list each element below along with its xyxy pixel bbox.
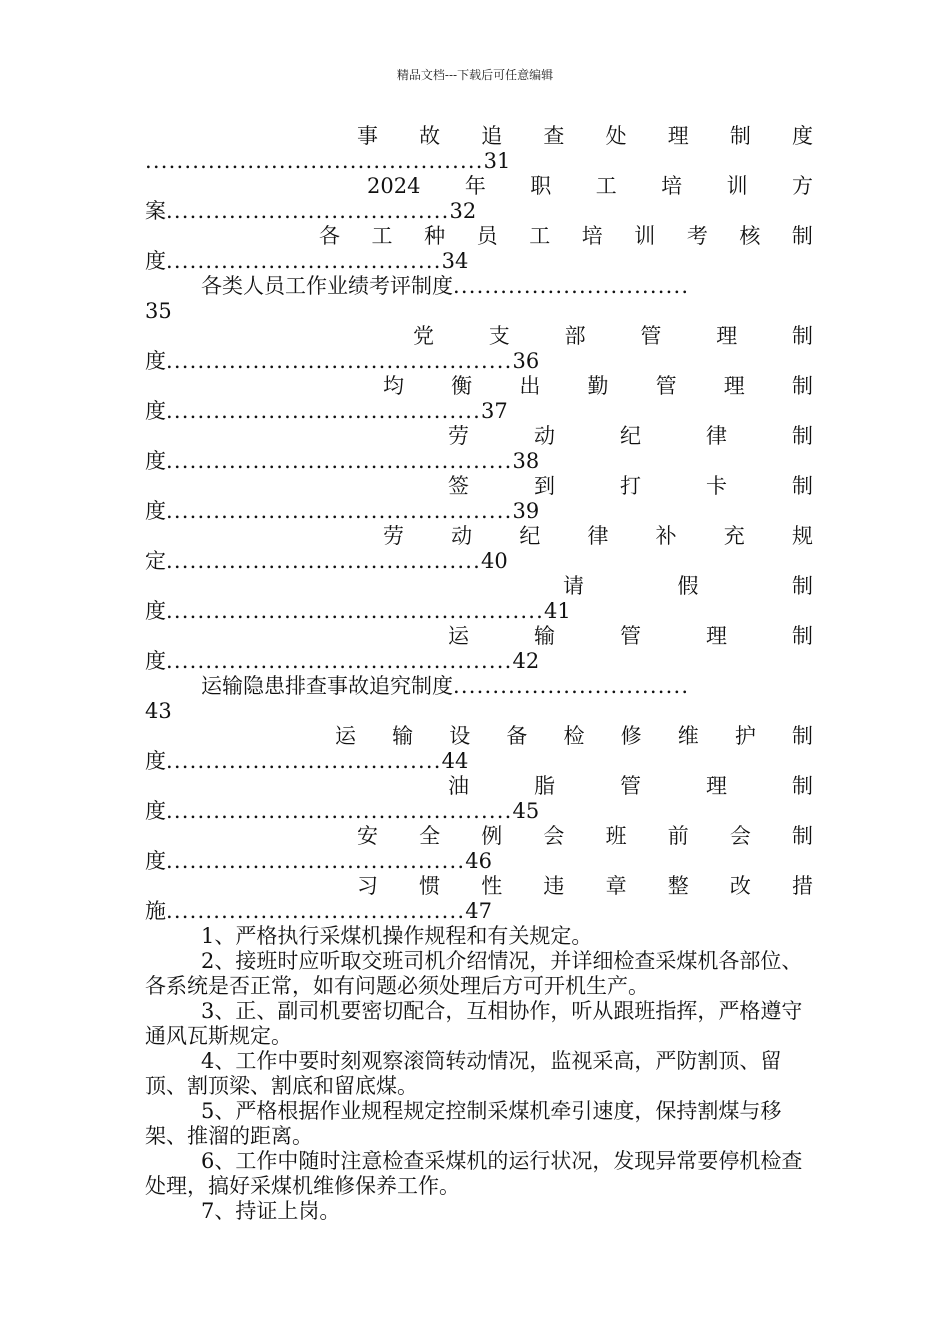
toc-dot-leader: ...................................... [166, 849, 466, 873]
toc-title-char: 脂 [534, 774, 555, 798]
toc-entry-title [145, 174, 813, 199]
toc-title-char: 签 [448, 474, 469, 498]
toc-title-char: 劳 [448, 424, 469, 448]
toc-title-char: 班 [605, 824, 627, 848]
toc-title-char: 检 [563, 724, 585, 748]
toc-title-char: 度 [791, 124, 813, 148]
toc-title-char: 管 [640, 324, 662, 348]
toc-title-char: 卡 [706, 474, 727, 498]
toc-title-char: 制 [792, 424, 813, 448]
toc-page-number: 31 [483, 149, 511, 173]
toc-title-char: 制 [792, 624, 813, 648]
toc-entry[interactable] [145, 474, 813, 524]
body-paragraph: 6、工作中随时注意检查采煤机的运行状况，发现异常要停机检查处理，搞好采煤机维修保养工作。 [145, 1149, 803, 1198]
toc-title-char: 制 [791, 324, 813, 348]
toc-title-char: 整 [667, 874, 689, 898]
toc-title-char: 管 [620, 624, 641, 648]
toc-page-number: 43 [145, 699, 172, 723]
toc-page-number: 37 [481, 399, 508, 423]
toc-title-char: 设 [449, 724, 471, 748]
toc-title-char: 理 [723, 374, 745, 398]
toc-title-char: 制 [792, 474, 813, 498]
toc-entry-leader [145, 749, 813, 774]
toc-dot-leader: ............................................ [166, 499, 513, 523]
toc-entry-title [145, 424, 813, 449]
toc-dot-leader: ........................................ [166, 399, 482, 423]
toc-title-char: 种 [424, 224, 446, 248]
toc-dot-leader: ............................................ [166, 449, 513, 473]
toc-entry-title [145, 274, 813, 299]
toc-title-char: 习 [357, 874, 378, 898]
toc-dot-leader: ............................................ [166, 349, 513, 373]
toc-entry-title [145, 824, 813, 849]
toc-title-char: 培 [581, 224, 603, 248]
toc-entry-leader [145, 449, 813, 474]
toc-entry-title [145, 574, 813, 599]
toc-entry-leader [145, 149, 813, 174]
toc-entry-leader [145, 899, 813, 924]
toc-title-char: 安 [357, 824, 378, 848]
toc-title-char: 党 [413, 324, 434, 348]
toc-title-char: 动 [534, 424, 555, 448]
toc-title-char: 请 [563, 574, 584, 598]
toc-entry-leader [145, 349, 813, 374]
toc-title-char: 性 [481, 874, 503, 898]
toc-page-number: 47 [465, 899, 492, 923]
toc-dot-leader: .............................. [453, 674, 690, 698]
toc-page-number: 46 [465, 849, 492, 873]
toc-title-char: 训 [726, 174, 748, 198]
toc-title-char: 工 [529, 224, 551, 248]
toc-title-char: 输 [392, 724, 414, 748]
toc-dot-leader: .............................. [453, 274, 690, 298]
toc-entry-title [145, 524, 813, 549]
toc-title-char: 事 [357, 124, 378, 148]
toc-title-tail: 度 [145, 649, 166, 673]
toc-title-char: 前 [667, 824, 689, 848]
toc-dot-leader: ................................... [166, 749, 442, 773]
toc-page-number: 45 [512, 799, 540, 823]
toc-entry-title [145, 224, 813, 249]
toc-title-char: 考 [686, 224, 708, 248]
toc-title-char: 全 [419, 824, 441, 848]
toc-entry[interactable] [145, 174, 813, 224]
toc-title-tail: 定 [145, 549, 166, 573]
body-paragraph: 7、持证上岗。 [201, 1199, 341, 1223]
table-of-contents [145, 124, 813, 924]
toc-title-char: 训 [634, 224, 656, 248]
toc-title-char: 员 [476, 224, 498, 248]
toc-entry[interactable] [145, 874, 813, 924]
toc-title-char: 故 [419, 124, 441, 148]
toc-title-char: 均 [383, 374, 404, 398]
toc-entry-leader [145, 499, 813, 524]
toc-title-char: 改 [729, 874, 751, 898]
toc-dot-leader: ............................................ [166, 649, 513, 673]
toc-page-number: 35 [145, 299, 172, 323]
toc-title-char: 例 [481, 824, 503, 848]
toc-title-char: 假 [677, 574, 699, 598]
toc-entry[interactable] [145, 774, 813, 824]
toc-entry-leader [145, 549, 813, 574]
toc-title-text: 各类人员工作业绩考评制度 [201, 274, 453, 298]
toc-title-char: 护 [734, 724, 756, 748]
toc-entry-leader [145, 649, 813, 674]
toc-entry[interactable] [145, 574, 813, 624]
toc-title-char: 查 [543, 124, 565, 148]
toc-title-char: 支 [488, 324, 510, 348]
toc-entry[interactable] [145, 324, 813, 374]
toc-title-tail: 度 [145, 499, 166, 523]
toc-title-char: 备 [506, 724, 528, 748]
toc-title-char: 打 [620, 474, 641, 498]
toc-title-char: 理 [716, 324, 738, 348]
toc-title-char: 制 [791, 374, 813, 398]
body-paragraph: 4、工作中要时刻观察滚筒转动情况，监视采高，严防割顶、留顶、割顶梁、割底和留底煤。 [145, 1049, 782, 1098]
toc-title-char: 制 [792, 774, 813, 798]
toc-title-char: 运 [448, 624, 469, 648]
toc-title-char: 措 [791, 874, 813, 898]
toc-entry[interactable] [145, 274, 813, 324]
toc-entry-title [145, 324, 813, 349]
toc-entry[interactable] [145, 724, 813, 774]
toc-title-char: 劳 [383, 524, 404, 548]
toc-title-char: 律 [706, 424, 727, 448]
toc-entry-title [145, 724, 813, 749]
toc-title-char: 违 [543, 874, 565, 898]
toc-dot-leader: ...................................... [166, 899, 466, 923]
toc-entry-title [145, 624, 813, 649]
toc-title-char: 各 [319, 224, 340, 248]
toc-dot-leader: .................................... [166, 199, 450, 223]
toc-dot-leader: ........................................ [166, 549, 482, 573]
toc-title-char: 补 [655, 524, 677, 548]
toc-title-char: 职 [530, 174, 552, 198]
toc-title-char: 维 [677, 724, 699, 748]
toc-title-char: 出 [519, 374, 541, 398]
toc-entry[interactable] [145, 224, 813, 274]
toc-page-number: 39 [512, 499, 540, 523]
toc-page-number: 40 [481, 549, 508, 573]
toc-entry-leader [145, 399, 813, 424]
toc-page-number: 34 [441, 249, 469, 273]
toc-title-tail: 施 [145, 899, 166, 923]
toc-title-char: 输 [534, 624, 555, 648]
body-paragraph: 2、接班时应听取交班司机介绍情况，并详细检查采煤机各部位、各系统是否正常，如有问题必须处理后方可开机生产。 [145, 949, 803, 998]
toc-title-char: 方 [791, 174, 813, 198]
toc-entry-leader [145, 599, 813, 624]
toc-title-char: 追 [481, 124, 503, 148]
toc-title-tail: 度 [145, 749, 166, 773]
toc-title-char: 2024 [367, 174, 421, 198]
toc-title-char: 纪 [519, 524, 541, 548]
toc-page-number: 32 [449, 199, 477, 223]
toc-title-tail: 案 [145, 199, 166, 223]
toc-dot-leader: ............................................ [166, 799, 513, 823]
toc-title-char: 律 [587, 524, 609, 548]
toc-entry[interactable] [145, 374, 813, 424]
toc-title-char: 动 [451, 524, 473, 548]
toc-title-char: 制 [792, 574, 813, 598]
body-paragraphs [145, 924, 813, 1224]
toc-page-number: 44 [441, 749, 469, 773]
toc-title-char: 部 [564, 324, 586, 348]
toc-title-char: 充 [723, 524, 745, 548]
toc-entry[interactable] [145, 824, 813, 874]
toc-title-char: 章 [605, 874, 627, 898]
toc-entry-title [145, 874, 813, 899]
toc-title-char: 管 [655, 374, 677, 398]
toc-title-tail: 度 [145, 599, 166, 623]
toc-entry-leader [145, 249, 813, 274]
toc-title-char: 制 [791, 224, 813, 248]
toc-dot-leader: ........................................... [145, 149, 484, 173]
toc-entry-title [145, 774, 813, 799]
toc-title-char: 纪 [620, 424, 641, 448]
toc-title-tail: 度 [145, 799, 166, 823]
toc-entry-leader [145, 799, 813, 824]
toc-title-tail: 度 [145, 349, 166, 373]
toc-entry[interactable] [145, 524, 813, 574]
toc-title-char: 管 [620, 774, 641, 798]
toc-title-char: 工 [595, 174, 617, 198]
toc-page-number: 42 [512, 649, 540, 673]
toc-entry-title [145, 124, 813, 149]
toc-title-char: 培 [661, 174, 683, 198]
toc-title-tail: 度 [145, 399, 166, 423]
toc-title-char: 修 [620, 724, 642, 748]
toc-title-char: 年 [464, 174, 486, 198]
toc-entry-title [145, 474, 813, 499]
toc-title-char: 到 [534, 474, 555, 498]
toc-entry[interactable] [145, 124, 813, 174]
body-paragraph: 5、严格根据作业规程规定控制采煤机牵引速度，保持割煤与移架、推溜的距离。 [145, 1099, 782, 1148]
toc-title-char: 规 [791, 524, 813, 548]
toc-title-char: 处 [605, 124, 627, 148]
toc-title-char: 油 [448, 774, 469, 798]
toc-title-char: 会 [729, 824, 751, 848]
toc-title-char: 理 [706, 624, 727, 648]
toc-title-tail: 度 [145, 449, 166, 473]
toc-title-char: 工 [371, 224, 393, 248]
toc-title-char: 理 [667, 124, 689, 148]
toc-title-tail: 度 [145, 849, 166, 873]
toc-page-number: 38 [512, 449, 540, 473]
toc-page-number: 41 [544, 599, 571, 623]
toc-dot-leader: ................................... [166, 249, 442, 273]
toc-title-char: 制 [791, 824, 813, 848]
document-body [145, 124, 813, 1224]
toc-entry-title [145, 674, 813, 699]
body-paragraph: 3、正、副司机要密切配合，互相协作，听从跟班指挥，严格遵守通风瓦斯规定。 [145, 999, 803, 1048]
toc-entry[interactable] [145, 674, 813, 724]
toc-entry[interactable] [145, 424, 813, 474]
toc-entry-leader [145, 199, 813, 224]
toc-title-char: 制 [729, 124, 751, 148]
page-header: 精品文档---下载后可任意编辑 [396, 68, 554, 82]
toc-dot-leader: ................................................ [166, 599, 545, 623]
toc-entry-leader [145, 849, 813, 874]
toc-title-char: 衡 [451, 374, 473, 398]
body-paragraph: 1、严格执行采煤机操作规程和有关规定。 [201, 924, 593, 948]
toc-title-char: 制 [792, 724, 813, 748]
toc-title-char: 惯 [419, 874, 441, 898]
toc-title-char: 理 [706, 774, 727, 798]
toc-title-char: 核 [739, 224, 761, 248]
toc-title-char: 勤 [587, 374, 609, 398]
toc-page-number: 36 [512, 349, 540, 373]
toc-title-text: 运输隐患排查事故追究制度 [201, 674, 453, 698]
toc-entry-title [145, 374, 813, 399]
toc-title-tail: 度 [145, 249, 166, 273]
toc-entry[interactable] [145, 624, 813, 674]
toc-title-char: 运 [335, 724, 356, 748]
toc-title-char: 会 [543, 824, 565, 848]
